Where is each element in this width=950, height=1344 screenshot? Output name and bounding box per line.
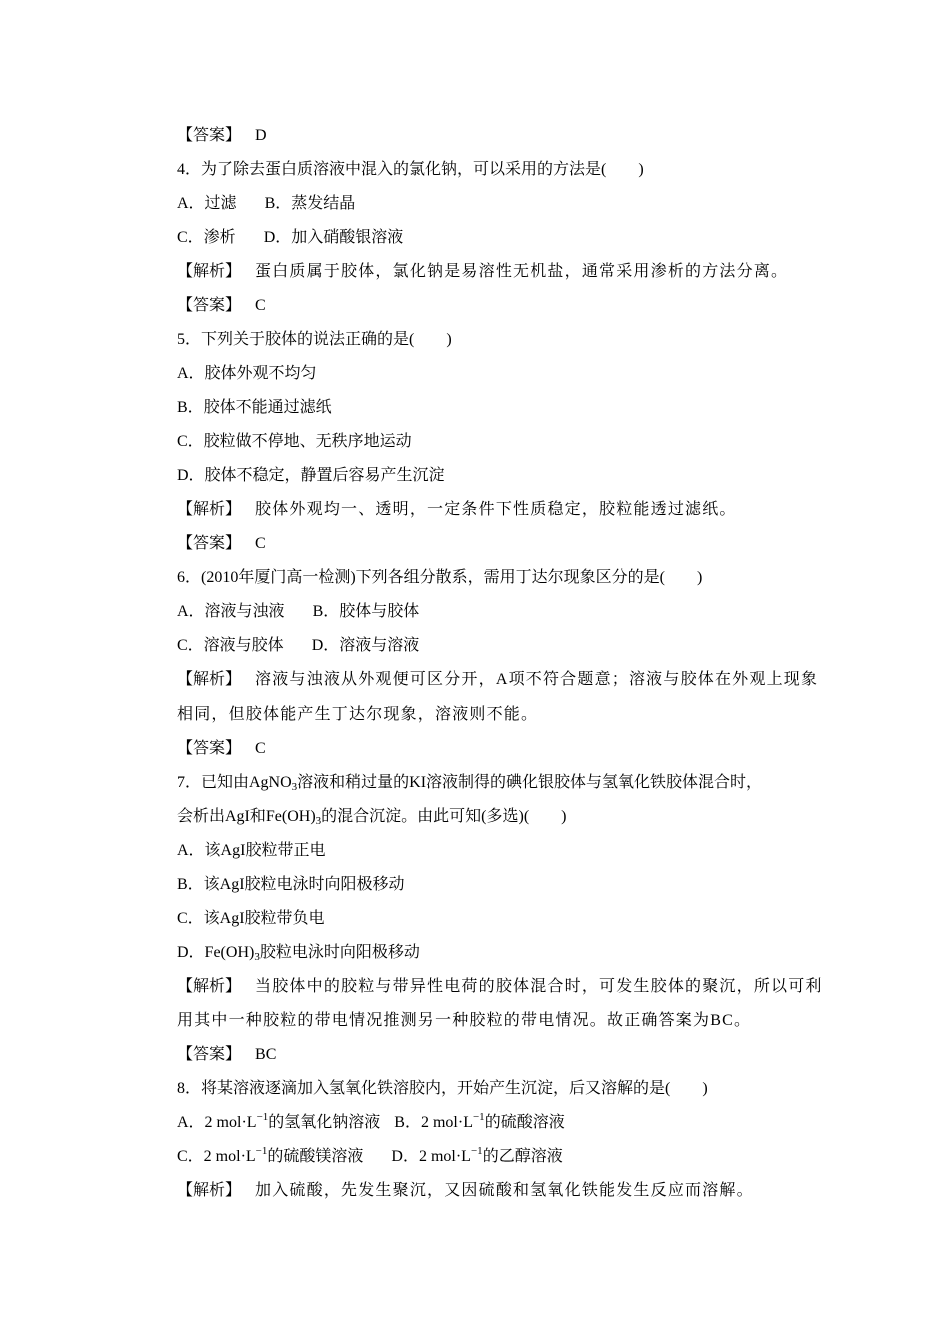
answer-line-q4 [177,296,266,316]
superscript: −1 [256,1111,269,1123]
answer-line-q3 [177,126,267,146]
option-c: C．该AgI胶粒带负电 [177,910,325,927]
subscript: 3 [254,951,260,963]
analysis-continuation [177,1011,751,1031]
analysis-text: 加入硫酸，先发生聚沉，又因硫酸和氢氧化铁能发生反应而溶解。 [255,1182,754,1199]
option-part: 胶粒电泳时向阳极移动 [259,944,420,961]
option-b: B．2 mol·L [394,1114,473,1131]
option-part: D．Fe(OH) [177,944,255,961]
answer-value: BC [255,1046,277,1063]
superscript: −1 [472,1111,485,1123]
option-c: C．胶粒做不停地、无秩序地运动 [177,433,412,450]
analysis-text: 当胶体中的胶粒与带异性电荷的胶体混合时，可发生胶体的聚沉，所以可利 [255,978,823,995]
option-d-text: 的乙醇溶液 [482,1148,563,1165]
question-6-options-ab [177,602,419,622]
option-c-text: 的硫酸镁溶液 [267,1148,364,1165]
analysis-label: 【解析】 [177,978,242,995]
analysis-continuation [177,705,538,725]
analysis-line-q6 [177,670,818,690]
analysis-line-q4 [177,262,788,282]
analysis-label: 【解析】 [177,1182,242,1199]
option-c: C．溶液与胶体 [177,637,284,654]
answer-label: 【答案】 [177,535,242,552]
question-7-stem [177,773,762,793]
option-b: B．胶体不能通过滤纸 [177,399,332,416]
stem-part: 溶液和稍过量的KI溶液制得的碘化银胶体与氢氧化铁胶体混合时， [297,774,763,791]
option-b: B．胶体与胶体 [312,603,420,620]
analysis-label: 【解析】 [177,501,242,518]
stem-part: 的混合沉淀。由此可知(多选)( ) [321,808,567,825]
option-d [177,943,420,963]
option-c: C．2 mol·L [177,1148,256,1165]
option-d: D．2 mol·L [391,1148,471,1165]
option-a: A．过滤 [177,195,237,212]
subscript: 3 [315,815,322,827]
question-6-options-cd [177,636,419,656]
answer-value: D [255,127,267,144]
question-8-stem: 8．将某溶液逐滴加入氢氧化铁溶胶内，开始产生沉淀，后又溶解的是( ) [177,1080,708,1097]
question-7-stem-continued [177,807,566,827]
analysis-text: 相同，但胶体能产生丁达尔现象，溶液则不能。 [177,706,539,723]
analysis-text: 用其中一种胶粒的带电情况推测另一种胶粒的带电情况。故正确答案为BC。 [177,1012,752,1029]
question-6-stem: 6．(2010年厦门高一检测)下列各组分散系，需用丁达尔现象区分的是( ) [177,569,703,586]
option-d: D．溶液与溶液 [311,637,420,654]
analysis-label: 【解析】 [177,263,242,280]
answer-label: 【答案】 [177,740,242,757]
analysis-text: 蛋白质属于胶体，氯化钠是易溶性无机盐，通常采用渗析的方法分离。 [255,263,789,280]
superscript: −1 [470,1145,483,1157]
question-8-options-cd [177,1147,563,1167]
option-b-text: 的硫酸溶液 [484,1114,565,1131]
option-a: A．溶液与浊液 [177,603,285,620]
option-d: D．胶体不稳定，静置后容易产生沉淀 [177,467,445,484]
option-a: A．该AgI胶粒带正电 [177,842,326,859]
question-4-stem: 4．为了除去蛋白质溶液中混入的氯化钠，可以采用的方法是( ) [177,161,644,178]
stem-part: 7．已知由AgNO [177,774,292,791]
analysis-text: 溶液与浊液从外观便可区分开，A项不符合题意；溶液与胶体在外观上现象 [255,671,819,688]
question-8-options-ab [177,1113,565,1133]
subscript: 3 [291,781,298,793]
option-c: C．渗析 [177,229,236,246]
analysis-line-q8 [177,1181,754,1201]
question-4-options-cd [177,228,403,248]
answer-label: 【答案】 [177,127,242,144]
answer-value: C [255,740,266,757]
answer-line-q6 [177,739,266,759]
option-b: B．蒸发结晶 [264,195,356,212]
option-b: B．该AgI胶粒电泳时向阳极移动 [177,876,405,893]
analysis-label: 【解析】 [177,671,242,688]
superscript: −1 [255,1145,268,1157]
option-a: A．2 mol·L [177,1114,257,1131]
question-5-stem: 5．下列关于胶体的说法正确的是( ) [177,331,452,348]
option-d: D．加入硝酸银溶液 [263,229,404,246]
answer-line-q7 [177,1045,276,1065]
analysis-line-q7 [177,977,823,997]
answer-label: 【答案】 [177,1046,242,1063]
option-a: A．胶体外观不均匀 [177,365,317,382]
answer-value: C [255,535,266,552]
option-a-text: 的氢氧化钠溶液 [268,1114,381,1131]
answer-value: C [255,297,266,314]
answer-label: 【答案】 [177,297,242,314]
question-4-options-ab [177,194,355,214]
analysis-line-q5 [177,500,737,520]
analysis-text: 胶体外观均一、透明，一定条件下性质稳定，胶粒能透过滤纸。 [255,501,737,518]
stem-part: 会析出AgI和Fe(OH) [177,808,316,825]
answer-line-q5 [177,534,266,554]
